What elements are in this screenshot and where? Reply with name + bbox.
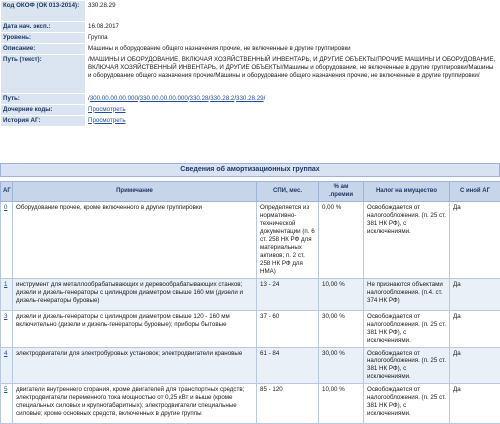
row-spi: 85 - 120 [257, 384, 319, 424]
col-header-other: С иной АГ [450, 182, 500, 202]
info-key: Описание: [1, 43, 86, 54]
row-note: Оборудование прочее, кроме включенного в другие группировки [13, 202, 257, 278]
section-title: Сведения об амортизационных группах [0, 163, 500, 177]
info-row-path [1, 93, 500, 104]
row-premium: 10,00 % [319, 278, 364, 310]
info-key: История АГ: [1, 115, 86, 126]
row-other: Да [450, 202, 500, 278]
row-spi: 13 - 24 [257, 278, 319, 310]
table-row [1, 347, 500, 384]
row-note: электродвигатели для электробуровых установок; электродвигатели крановые [13, 347, 257, 384]
row-tax: Освобождается от налогообложения. (п. 25 ст. 381 НК РФ), с исключениями. [364, 347, 450, 384]
info-row-history [1, 115, 500, 126]
row-premium: 10,00 % [319, 384, 364, 424]
row-spi: 37 - 60 [257, 310, 319, 347]
info-key: Код ОКОФ (ОК 013-2014): [1, 1, 86, 22]
ag-table [0, 181, 500, 424]
row-note: инструмент для металлообрабатывающих и деревообрабатывающих станков; дизели и дизель-генераторы с цилиндром диаметром свыше 160 мм (дизели и дизель-генераторы буровые) [13, 278, 257, 310]
info-key: Путь: [1, 93, 86, 104]
row-spi: 61 - 84 [257, 347, 319, 384]
row-tax: Не признаются объектами налогообложения. (п.4. ст. 374 НК РФ) [364, 278, 450, 310]
ag-link[interactable]: 1 [4, 280, 8, 288]
row-tax: Освобождается от налогообложения. (п. 25 ст. 381 НК РФ), с исключениями. [364, 310, 450, 347]
row-premium: 30,00 % [319, 310, 364, 347]
info-row-date [1, 22, 500, 33]
path-link[interactable]: 330.28.2 [210, 94, 235, 102]
col-header-spi: СПИ, мес. [257, 182, 319, 202]
info-value: Машины и оборудование общего назначения прочие, не включенные в другие группировки [86, 43, 500, 54]
ag-link[interactable]: 3 [4, 312, 8, 320]
info-key: Дата нач. эксп.: [1, 22, 86, 33]
info-row-code [1, 1, 500, 22]
row-spi: Определяется из нормативно-технической документации (п. 6 ст. 258 НК РФ для материальных активов; п. 2 ст. 258 НК РФ для НМА) [257, 202, 319, 278]
table-row [1, 202, 500, 278]
row-note: дизели и дизель-генераторы с цилиндром диаметром свыше 120 - 160 мм включительно (дизели и дизель-генераторы буровые); приборы бытовые [13, 310, 257, 347]
path-link[interactable]: 330.28.29 [236, 94, 264, 102]
info-key: Путь (текст): [1, 54, 86, 93]
info-value: Группа [86, 32, 500, 43]
info-value: 330.28.29 [86, 1, 500, 22]
ag-header-row [1, 182, 500, 202]
col-header-ag: АГ [1, 182, 13, 202]
row-premium: 0,00 % [319, 202, 364, 278]
path-link[interactable]: 330.00.00.00.000 [139, 94, 188, 102]
row-tax: Освобождается от налогообложения. (п. 25 ст. 381 НК РФ), с исключениями. [364, 384, 450, 424]
col-header-tax: Налог на имущество [364, 182, 450, 202]
row-other: Да [450, 310, 500, 347]
row-note: двигатели внутреннего сгорания, кроме двигателей для транспортных средств; электродвигатели переменного тока мощностью от 0,25 кВт и выше (кроме специальных силовых и крупногабаритных); электродвигатели специальные силовые; кроме основных средств, включенных в другие группы [13, 384, 257, 424]
history-view-link[interactable]: Просмотреть [88, 116, 126, 124]
ag-link[interactable]: 4 [4, 349, 8, 357]
col-header-premium: % ам .премии [319, 182, 364, 202]
ag-link[interactable]: 5 [4, 386, 8, 394]
col-header-note: Примечание [13, 182, 257, 202]
children-view-link[interactable]: Просмотреть [88, 105, 126, 113]
table-row [1, 384, 500, 424]
info-value: 16.08.2017 [86, 22, 500, 33]
ag-link[interactable]: 0 [4, 204, 8, 212]
info-key: Уровень: [1, 32, 86, 43]
info-key: Дочерние коды: [1, 104, 86, 115]
row-other: Да [450, 278, 500, 310]
table-row [1, 278, 500, 310]
row-premium: 30,00 % [319, 347, 364, 384]
row-tax: Освобождается от налогообложения. (п. 25 ст. 381 НК РФ), с исключениями. [364, 202, 450, 278]
path-link[interactable]: 330.28 [189, 94, 209, 102]
row-other: Да [450, 347, 500, 384]
table-row [1, 310, 500, 347]
path-link[interactable]: 300.00.00.00.000 [89, 94, 138, 102]
info-value: /МАШИНЫ И ОБОРУДОВАНИЕ, ВКЛЮЧАЯ ХОЗЯЙСТВЕННЫЙ ИНВЕНТАРЬ, И ДРУГИЕ ОБЪЕКТЫ/ПРОЧИЕ МАШИНЫ И ОБОРУДОВАНИЕ, ВКЛЮЧАЯ ХОЗЯЙСТВЕННЫЙ ИНВЕНТАРЬ, И ДРУГИЕ ОБЪЕКТЫ/Машины и оборудование, не включенные в другие группировки/Машины и оборудование общего назначения прочие/Машины и оборудование общего назначения прочие, не включенные в другие группировки/ [86, 54, 500, 93]
info-row-description [1, 43, 500, 54]
row-other: Да [450, 384, 500, 424]
info-row-children [1, 104, 500, 115]
info-row-level [1, 32, 500, 43]
info-table [0, 0, 500, 127]
path-links: /300.00.00.00.000/330.00.00.00.000/330.28/330.28.2/330.28.29/ [86, 93, 500, 104]
info-row-path-text [1, 54, 500, 93]
